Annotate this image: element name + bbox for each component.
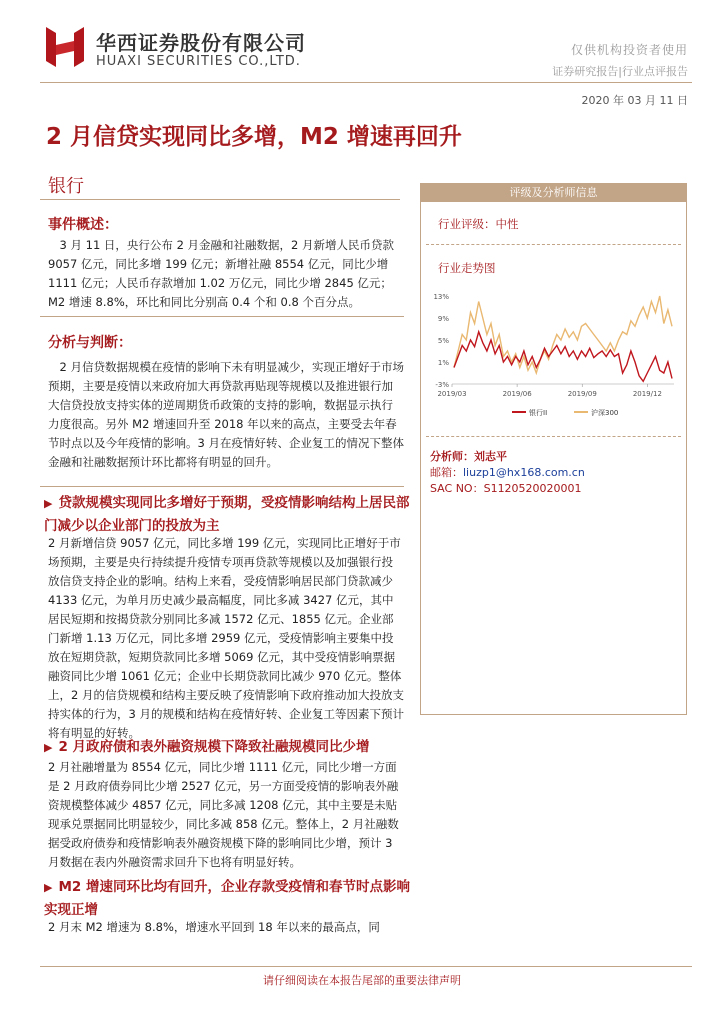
y-tick-label: 9% [437,315,449,323]
section-1-heading: ▶ 贷款规模实现同比多增好于预期，受疫情影响结构上居民部门减少以企业部门的投放为主 [44,495,410,534]
series-line [454,332,672,382]
company-name-en: HUAXI SECURITIES CO.,LTD. [96,54,301,69]
y-tick-label: 5% [437,337,449,345]
event-paragraph [48,236,404,312]
x-tick-label: 2019/09 [567,390,597,398]
industry-rating: 行业评级：中性 [438,217,519,231]
legend-label: 银行II [529,409,548,417]
panel-header: 评级及分析师信息 [420,183,687,202]
section-1-paragraph [48,534,404,743]
event-text: 3 月 11 日，央行公布 2 月金融和社融数据，2 月新增人民币贷款 9057 亿元，同比多增 199 亿元；新增社融 8554 亿元，同比少增 1111 亿元；人民币存款增加 1.02 万亿元，同比少增 2845 亿元；M2 增速 8.8%，环比和同比分别高 0.4 个和 0.8 个百分点。 [48,238,395,309]
panel-divider [426,244,681,245]
triangle-bullet-icon: ▶ [44,741,53,754]
report-date: 2020 年 03 月 11 日 [581,94,688,107]
analyst-sac: SAC NO：S1120520020001 [430,482,582,495]
industry-trend-chart [424,288,684,422]
company-name-cn: 华西证券股份有限公司 [96,31,306,55]
analysis-heading: 分析与判断： [48,335,132,351]
section-2-paragraph [48,758,404,872]
report-type: 证券研究报告|行业点评报告 [552,65,688,78]
huaxi-logo-icon [46,27,84,67]
triangle-bullet-icon: ▶ [44,881,53,894]
section-3-heading: ▶ M2 增速同环比均有回升，企业存款受疫情和春节时点影响实现正增 [44,879,410,918]
trend-label: 行业走势图 [438,261,496,275]
analyst-name: 分析师：刘志平 [430,450,507,463]
sector-divider [40,199,400,200]
x-tick-label: 2019/03 [437,390,467,398]
y-tick-label: 1% [437,359,449,367]
triangle-bullet-icon: ▶ [44,497,53,510]
x-tick-label: 2019/06 [502,390,532,398]
series-line [454,296,672,373]
section-1-text: 2 月新增信贷 9057 亿元，同比多增 199 亿元，实现同比正增好于市场预期，主要是央行持续提升疫情专项再贷款等规模以及加强银行投放信贷支持企业的影响。结构上来看，受疫情影响居民部门贷款减少 4133 亿元，为单月历史减少最高幅度，同比多减 3427 亿元，其中居民短期和按揭贷款分别同比多减 1572 亿元、1855 亿元。企业部门新增 1.13 万亿元，同比多增 2959 亿元，受疫情影响主要集中投放在短期贷款，短期贷款同比多增 5069 亿元，其中受疫情影响票据融资同比少增 1061 亿元；企业中长期贷款同比减少 970 亿元。整体上，2 月的信贷规模和结构主要反映了疫情影响下政府推动加大投放支持实体的行为，3 月的规模和结构在疫情好转、企业复工等因素下预计将有明显的好转。 [48,536,404,740]
section-3-text: 2 月末 M2 增速为 8.8%，增速水平回到 18 年以来的最高点，同 [48,920,380,934]
header-divider [40,82,692,83]
page-title: 2 月信贷实现同比多增，M2 增速再回升 [46,124,462,150]
section-3-paragraph [48,918,404,937]
sector-label: 银行 [48,176,84,197]
analyst-email: 邮箱：liuzp1@hx168.com.cn [430,466,585,479]
event-divider [40,316,404,317]
legend-label: 沪深300 [591,409,619,417]
email-link[interactable]: liuzp1@hx168.com.cn [463,466,585,479]
event-heading: 事件概述： [48,217,118,233]
x-tick-label: 2019/12 [632,390,662,398]
analysis-text: 2 月信贷数据规模在疫情的影响下未有明显减少，实现正增好于市场预期，主要是疫情以来政府加大再贷款再贴现等规模以及推进银行加大信贷投放支持实体的逆周期货币政策的支持的影响，数据显示执行力度很高。另外 M2 增速回升至 2018 年以来的高点，主要受去年春节时点以及今年疫情的影响。3 月在疫情好转、企业复工的情况下整体金融和社融数据预计环比都将有明显的回升。 [48,360,404,469]
section-2-heading: ▶ 2 月政府债和表外融资规模下降致社融规模同比少增 [44,739,370,755]
y-tick-label: 13% [433,293,449,301]
analysis-divider [40,486,404,487]
analysis-paragraph [48,358,404,472]
y-tick-label: -3% [435,381,449,389]
audience-note: 仅供机构投资者使用 [570,43,688,57]
footer-divider [40,966,692,967]
legal-notice: 请仔细阅读在本报告尾部的重要法律声明 [263,974,461,987]
panel-divider-2 [426,436,681,437]
section-2-text: 2 月社融增量为 8554 亿元，同比少增 1111 亿元，同比少增一方面是 2 月政府债券同比少增 2527 亿元，另一方面受疫情的影响表外融资规模整体减少 4857 亿元，同比多减 1208 亿元，其中主要是未贴现承兑票据同比明显较少，同比多减 858 亿元。整体上，2 月社融数据受政府债券和疫情影响表外融资规模下降的影响同比少增，预计 3 月数据在表内外融资需求回升下也将有明显好转。 [48,760,399,869]
